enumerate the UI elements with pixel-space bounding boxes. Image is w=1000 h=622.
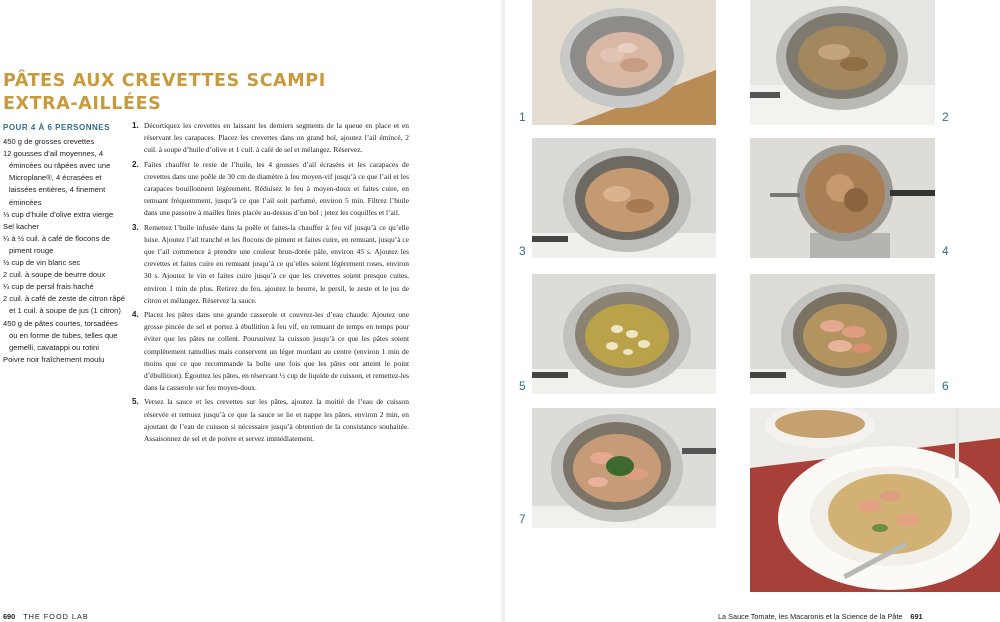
step-text: Décortiquez les crevettes en laissant les derniers segments de la queue en place et en réservant les carapaces. Placez les crevettes dans un grand bol, ajoutez l’ail émincé, 2 cuil. à soupe d’huile d’olive et 1 cuil. à café de sel et mélangez. Réservez. [144,121,409,155]
photo-number-4: 4 [942,244,949,258]
step-photo-4 [750,138,935,258]
ingredient-item: ¼ à ½ cuil. à café de flocons de piment rouge [3,233,110,255]
photo-number-2: 2 [942,110,949,124]
step-photo-5 [532,274,716,394]
photo-number-5: 5 [519,379,526,393]
step-number: 2. [132,159,139,169]
step-text: Remettez l’huile infusée dans la poêle et faites-la chauffer à feu vif jusqu’à ce qu’elle luise. Ajoutez l’ail tranché et les flocons de piment et faites cuire, en remuant, jusqu’à ce que l’ail commence à prendre une couleur brun-dorée pâle, environ 45 s. Ajoutez les crevettes et faites cuire en remuant jusqu’à ce qu’elles soient légèrement roses, environ 30 s. Ajoutez le vin et faites cuire jusqu’à ce que les crevettes soient presque cuites, environ 1 min de plus. Retirez du feu, ajoutez le beurre, le persil, le zeste et le jus de citron et mélangez. Réservez la sauce. [144,222,409,305]
photo-number-3: 3 [519,244,526,258]
step-photo-2 [750,0,935,125]
finished-dish-photo [750,408,1000,592]
photo-number-6: 6 [942,379,949,393]
page-number-right: 691 [910,612,923,621]
photo-number-7: 7 [519,512,526,526]
step-photo-7 [532,408,716,528]
step-number: 1. [132,121,139,130]
ingredient-item: 450 g de grosses crevettes [3,137,95,147]
step-photo-1 [532,0,716,125]
step-text: Placez les pâtes dans une grande casserole et couvrez-les d’eau chaude. Ajoutez une grosse pincée de sel et portez à ébullition à feu vif, en remuant de temps en temps pour éviter que les pâtes ne collent. Poursuivez la cuisson jusqu’à ce que les pâtes soient complètement ramollies mais conservent un léger mordant au centre (environ 1 min de moins que ce que recommande la boîte une fois que les pâtes ont atteint le point d’ébullition). Égouttez les pâtes, en réservant ½ cup de liquide de cuisson, et remettez-les dans la casserole sur feu moyen-doux. [144,310,409,393]
method-steps [132,120,409,447]
ingredient-item: Sel kacher [3,221,39,231]
right-footer [718,612,923,621]
step-photo-3 [532,138,716,258]
method-step [132,120,409,157]
method-step [132,159,409,220]
page-number-left: 690 [3,612,16,621]
ingredient-item: 450 g de pâtes courtes, torsadées ou en forme de tubes, telles que gemelli, cavatappi ou rotini [3,318,118,352]
left-footer [3,612,89,621]
step-number: 5. [132,397,139,407]
step-text: Faites chauffer le reste de l’huile, les 4 gousses d’ail écrasées et les carapaces de crevettes dans une poêle de 30 cm de diamètre à feu moyen-vif jusqu’à ce que l’ail et les carapaces bouillonnent légèrement. Réduisez le feu à moyen-doux et faites cuire, en remuant fréquemment, jusqu’à ce que l’ail soit parfumé, environ 5 min. Filtrez l’huile dans une passoire à mailles fines placée au-dessus d’un bol ; jetez les coquilles et l’ail. [144,159,409,218]
ingredient-item: 2 cuil. à café de zeste de citron râpé et 1 cuil. à soupe de jus (1 citron) [3,294,125,316]
ingredient-item: ⅓ cup d’huile d’olive extra vierge [3,209,114,219]
photo-number-1: 1 [519,110,526,124]
right-page [505,0,1000,622]
step-photo-6 [750,274,935,394]
ingredient-item: 12 gousses d’ail moyennes, 4 émincées ou râpées avec une Microplane®, 4 écrasées et laissées entières, 4 finement émincées [3,149,111,207]
method-step [132,396,409,445]
method-step [132,309,409,394]
ingredient-item: ¼ cup de persil frais haché [3,282,94,292]
step-text: Versez la sauce et les crevettes sur les pâtes, ajoutez la moitié de l’eau de cuisson réservée et remuez jusqu’à ce que la sauce se lie et nappe les pâtes, environ 2 min, en ajoutant de l’eau de cuisson si nécessaire jusqu’à obtention de la consistance souhaitée. Assaisonnez de sel et de poivre et servez immédiatement. [144,397,409,444]
ingredient-item: ½ cup de vin blanc sec [3,258,81,268]
ingredient-item: Poivre noir fraîchement moulu [3,354,105,364]
step-number: 3. [132,222,139,232]
running-header-right: La Sauce Tomate, les Macaronis et la Science de la Pâte [718,612,903,621]
yield-label: POUR 4 À 6 PERSONNES [3,123,110,132]
ingredient-item: 2 cuil. à soupe de beurre doux [3,270,106,280]
step-number: 4. [132,310,139,320]
method-step [132,222,409,307]
ingredients-list [3,122,125,366]
recipe-title: PÂTES AUX CREVETTES SCAMPI EXTRA-AILLÉES [3,71,326,114]
running-header-left: THE FOOD LAB [23,612,89,621]
